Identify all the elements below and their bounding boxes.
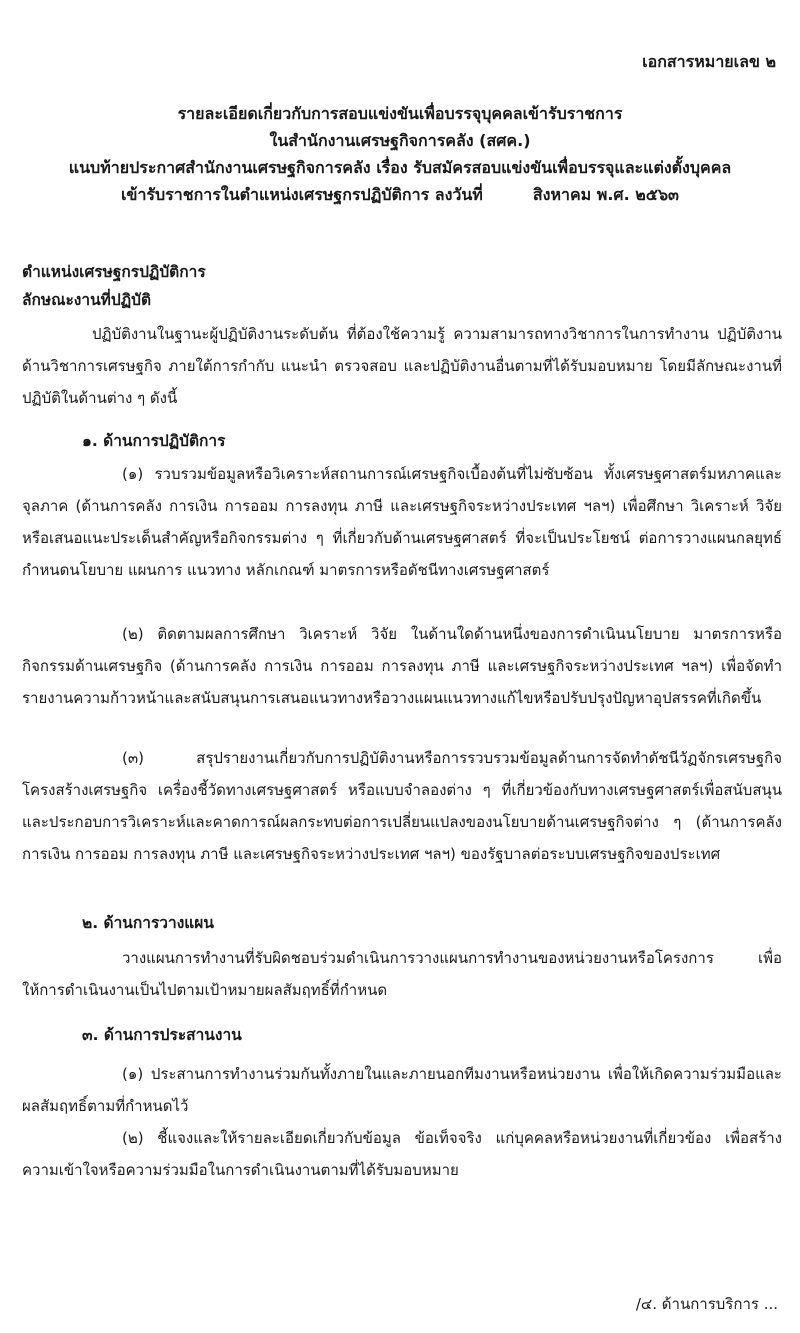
heading-line-1: รายละเอียดเกี่ยวกับการสอบแข่งขันเพื่อบรรจุบุคคลเข้ารับราชการ bbox=[177, 104, 623, 123]
section-3-item-2: (๒) ชี้แจงและให้รายละเอียดเกี่ยวกับข้อมูล ข้อเท็จจริง แก่บุคคลหรือหน่วยงานที่เกี่ยวข้อง เพื่อสร้างความเข้าใจหรือความร่วมมือในการดำเนินงานตามที่ได้รับมอบหมาย bbox=[22, 1129, 782, 1179]
job-nature-title: ลักษณะงานที่ปฏิบัติ bbox=[22, 291, 152, 309]
section-1-item-1: (๑) รวบรวมข้อมูลหรือวิเคราะห์สถานการณ์เศรษฐกิจเบื้องต้นที่ไม่ซับซ้อน ทั้งเศรษฐศาสตร์มหภาคและจุลภาค (ด้านการคลัง การเงิน การออม การลงทุน ภาษี และเศรษฐกิจระหว่างประเทศ ฯลฯ) เพื่อศึกษา วิเคราะห์ วิจัย หรือเสนอแนะประเด็นสำคัญหรือกิจกรรมต่าง ๆ ที่เกี่ยวกับด้านเศรษฐศาสตร์ ที่จะเป็นประโยชน์ ต่อการวางแผนกลยุทธ์ กำหนดนโยบาย แผนการ แนวทาง หลักเกณฑ์ มาตรการหรือดัชนีทางเศรษฐศาสตร์ bbox=[22, 465, 782, 579]
heading-line-4-part-1: เข้ารับราชการในตำแหน่งเศรษฐกรปฏิบัติการ ลงวันที่ bbox=[121, 185, 483, 204]
heading-line-2: ในสำนักงานเศรษฐกิจการคลัง (สศค.) bbox=[269, 131, 531, 150]
intro-paragraph: ปฏิบัติงานในฐานะผู้ปฏิบัติงานระดับต้น ที่ต้องใช้ความรู้ ความสามารถทางวิชาการในการทำงาน ปฏิบัติงานด้านวิชาการเศรษฐกิจ ภายใต้การกำกับ แนะนำ ตรวจสอบ และปฏิบัติงานอื่นตามที่ได้รับมอบหมาย โดยมีลักษณะงานที่ปฏิบัติในด้านต่าง ๆ ดังนี้ bbox=[22, 325, 782, 407]
section-2-item-1: วางแผนการทำงานที่รับผิดชอบร่วมดำเนินการวางแผนการทำงานของหน่วยงานหรือโครงการ เพื่อให้การดำเนินงานเป็นไปตามเป้าหมายผลสัมฤทธิ์ที่กำหนด bbox=[22, 949, 782, 999]
document-heading bbox=[0, 100, 800, 208]
section-1-item-3: (๓) สรุปรายงานเกี่ยวกับการปฏิบัติงานหรือการรวบรวมข้อมูลด้านการจัดทำดัชนีวัฏจักรเศรษฐกิจ โครงสร้างเศรษฐกิจ เครื่องชี้วัดทางเศรษฐศาสตร์ หรือแบบจำลองต่าง ๆ ที่เกี่ยวข้องกับทางเศรษฐศาสตร์เพื่อสนับสนุนและประกอบการวิเคราะห์และคาดการณ์ผลกระทบต่อการเปลี่ยนแปลงของนโยบายด้านเศรษฐกิจต่าง ๆ (ด้านการคลัง การเงิน การออม การลงทุน ภาษี และเศรษฐกิจระหว่างประเทศ ฯลฯ) ของรัฐบาลต่อระบบเศรษฐกิจของประเทศ bbox=[22, 749, 782, 863]
section-3-item-1: (๑) ประสานการทำงานร่วมกันทั้งภายในและภายนอกทีมงานหรือหน่วยงาน เพื่อให้เกิดความร่วมมือและผลสัมฤทธิ์ตามที่กำหนดไว้ bbox=[22, 1065, 782, 1115]
section-1-title: ๑. ด้านการปฏิบัติการ bbox=[82, 432, 226, 450]
position-title: ตำแหน่งเศรษฐกรปฏิบัติการ bbox=[22, 263, 206, 281]
heading-line-4 bbox=[0, 181, 800, 208]
section-3-title: ๓. ด้านการประสานงาน bbox=[82, 1026, 242, 1044]
section-2-title: ๒. ด้านการวางแผน bbox=[82, 914, 214, 932]
heading-line-4-part-2: สิงหาคม พ.ศ. ๒๕๖๓ bbox=[532, 185, 679, 204]
heading-line-3: แนบท้ายประกาศสำนักงานเศรษฐกิจการคลัง เรื่อง รับสมัครสอบแข่งขันเพื่อบรรจุและแต่งตั้งบุคคล bbox=[68, 158, 732, 177]
next-page-marker: /๔. ด้านการบริการ ... bbox=[635, 1295, 778, 1313]
document-number: เอกสารหมายเลข ๒ bbox=[642, 52, 776, 71]
section-1-item-2: (๒) ติดตามผลการศึกษา วิเคราะห์ วิจัย ในด้านใดด้านหนึ่งของการดำเนินนโยบาย มาตรการหรือกิจกรรมด้านเศรษฐกิจ (ด้านการคลัง การเงิน การออม การลงทุน ภาษี และเศรษฐกิจระหว่างประเทศ ฯลฯ) เพื่อจัดทำรายงานความก้าวหน้าและสนับสนุนการเสนอแนวทางหรือวางแผนแนวทางแก้ไขหรือปรับปรุงปัญหาอุปสรรคที่เกิดขึ้น bbox=[22, 625, 782, 707]
